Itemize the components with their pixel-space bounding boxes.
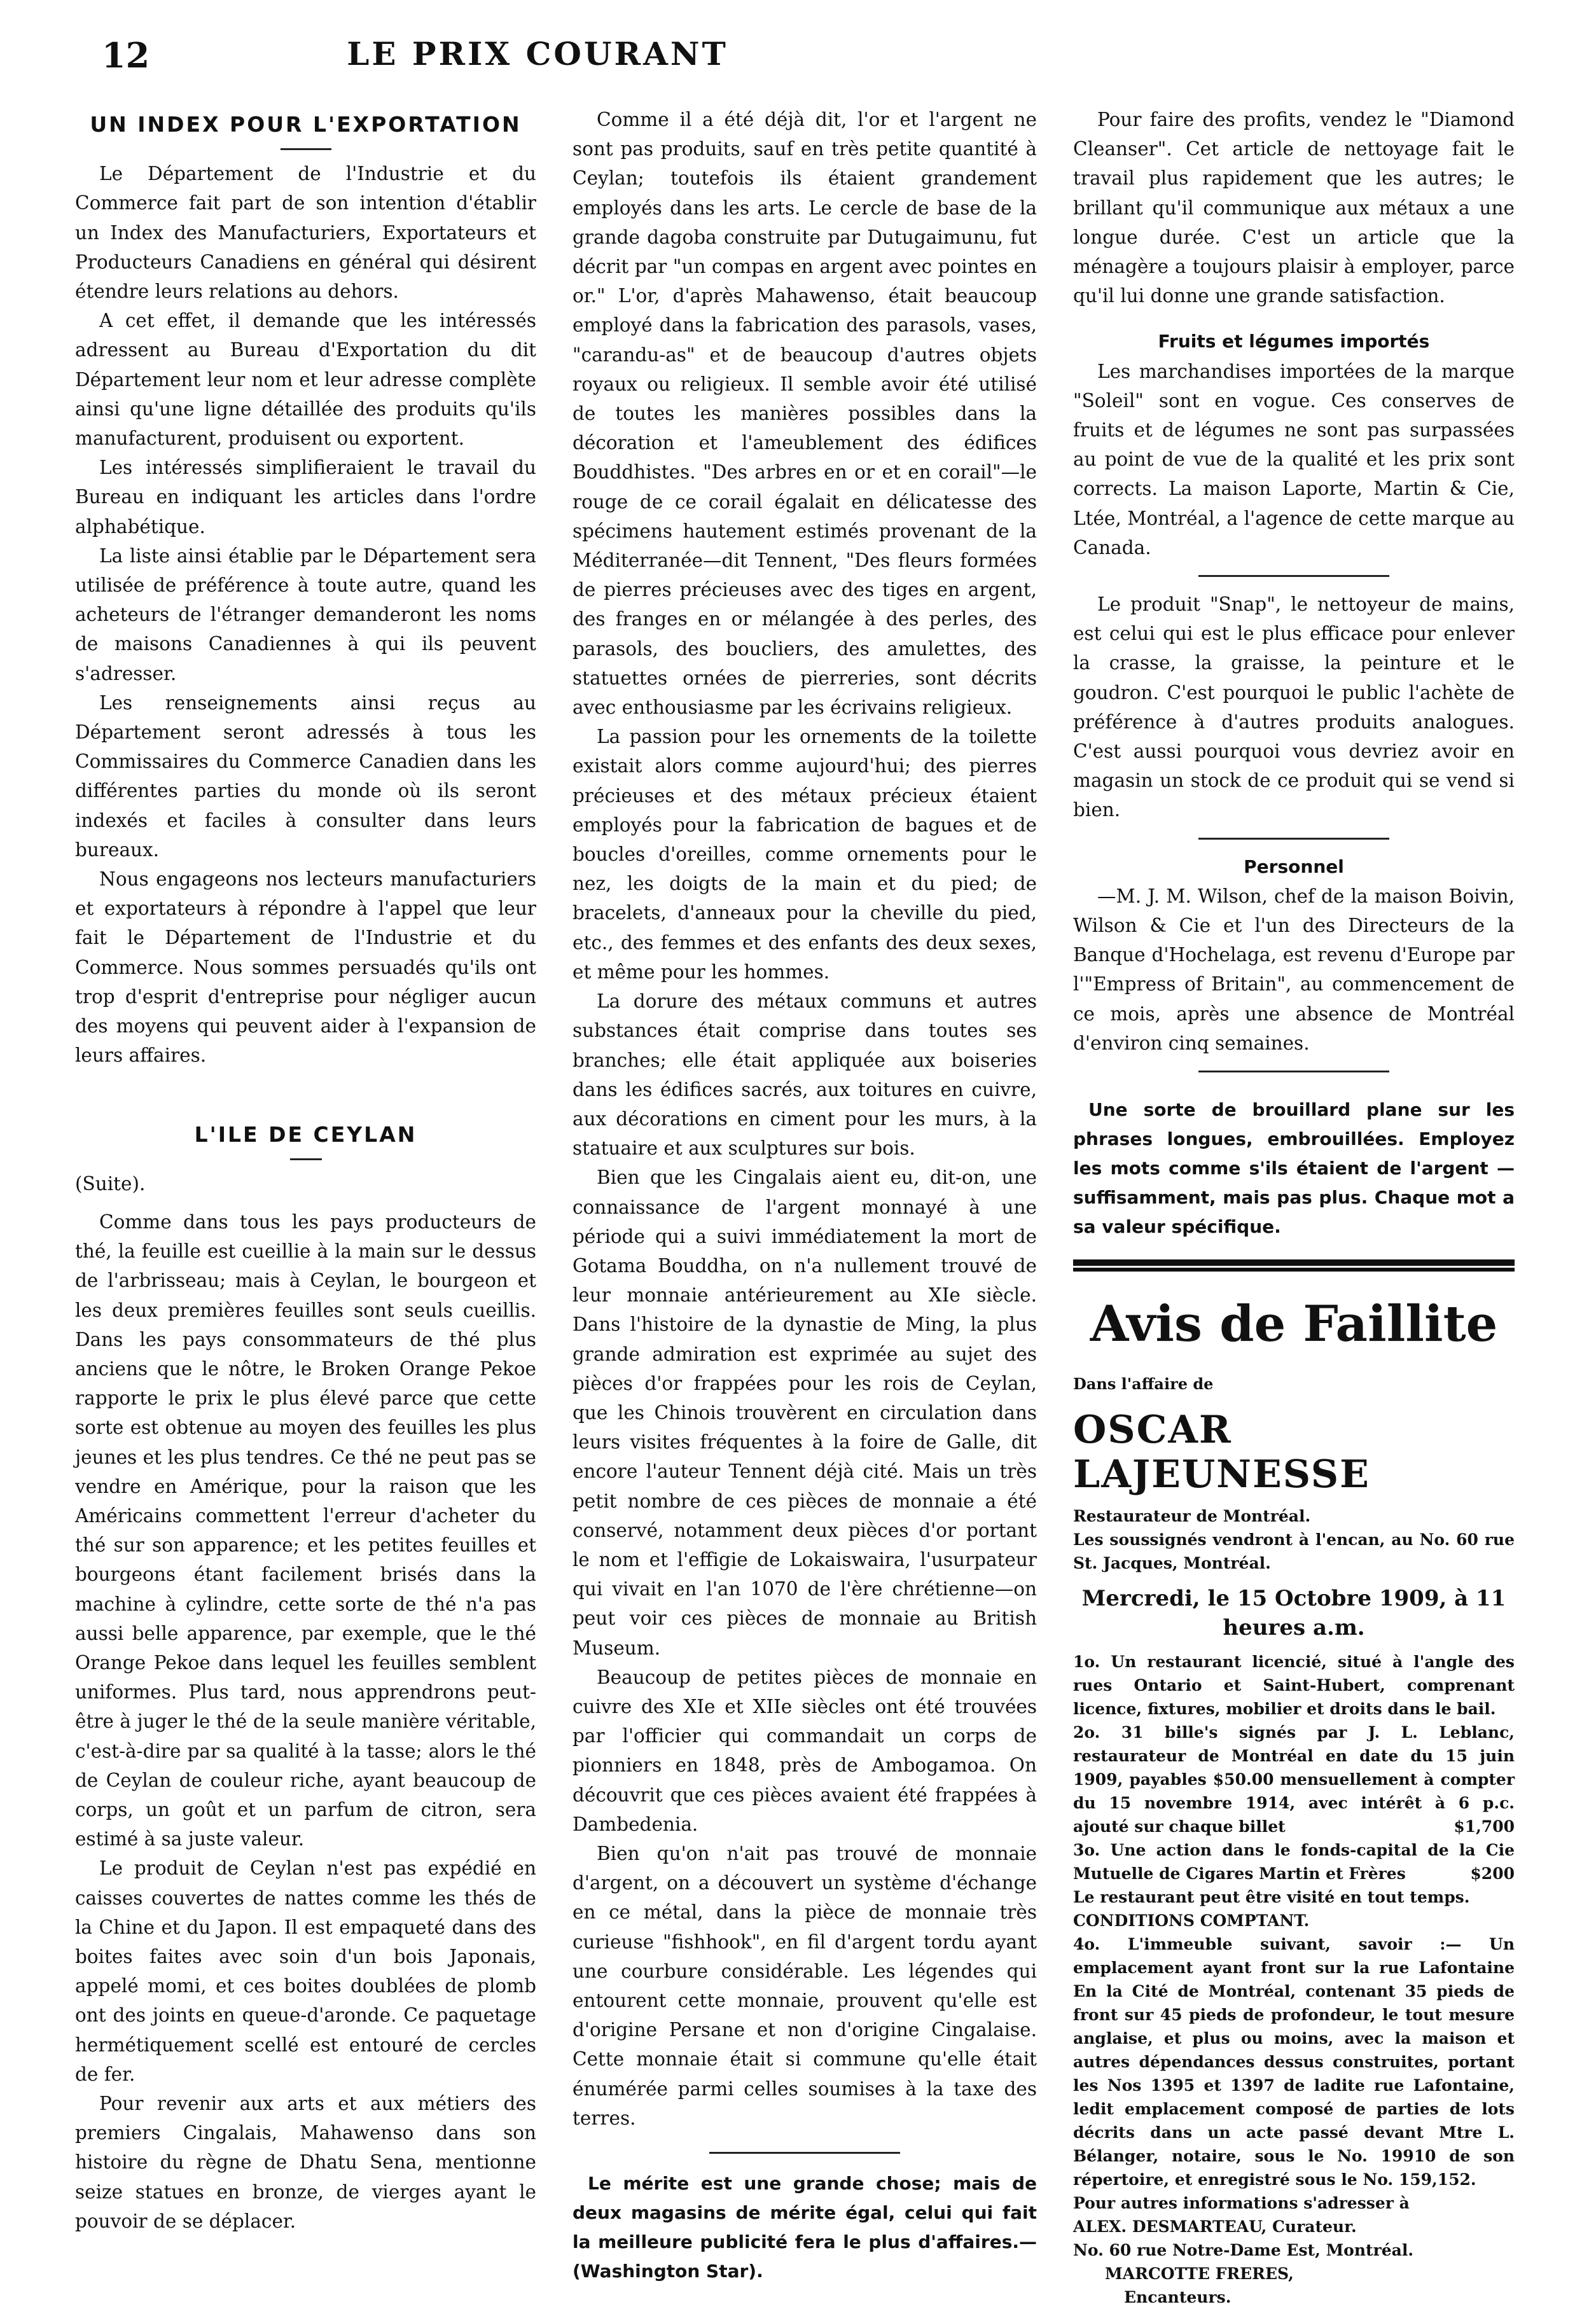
divider [1198, 575, 1389, 577]
avis-item: 4o. L'immeuble suivant, savoir :— Un emplacement ayant front sur la rue Lafontaine En la Cité de Montréal, contenant 35 pieds de front sur 45 pieds de profondeur, le tout mesure anglaise, et plus ou moins, avec la maison et autres dépendances dessus construites, portant les Nos 1395 et 1397 de ladite rue Lafontaine, ledit emplacement composé de parties de lots décrits dans un acte passé devant Mtre L. Bélanger, notaire, sous le No. 19910 de son répertoire, et enregistré sous le No. 159,152. [1073, 1935, 1515, 2189]
column-1 [75, 105, 536, 2236]
ceylan-paragraph: Bien qu'on n'ait pas trouvé de monnaie d'argent, on a découvert un système d'échange en ce métal, dans la pièce de monnaie très curieuse "fishhook", en fil d'argent tordu ayant une courbure considérable. Les légendes qui entourent cette monnaie, prouvent qu'elle est d'origine Persane et non d'origine Cingalaise. Cette monnaie était si commune qu'elle était énumérée parmi celles soumises à la taxe des terres. [572, 1842, 1037, 2129]
avis-amount: $1,700 [1454, 1817, 1515, 1836]
avis-item: Pour autres informations s'adresser à [1073, 2194, 1410, 2213]
avis-item-text: 3o. Une action dans le fonds-capital de la Cie Mutuelle de Cigares Martin et Frères [1073, 1841, 1515, 1883]
index-paragraph: Les intéressés simplifieraient le travail du Bureau en indiquant les articles dans l'ordre alphabétique. [75, 457, 536, 537]
index-paragraph: A cet effet, il demande que les intéressés adressent au Bureau d'Exportation du dit Département leur nom et leur adresse complète ainsi qu'une ligne détaillée des produits qu'ils manufacturent, produisent ou exportent. [75, 310, 536, 450]
avis-item: Le restaurant peut être visité en tout temps. [1073, 1888, 1470, 1907]
washington-quote-text: Le mérite est une grande chose; mais de deux magasins de mérite égal, celui qui fait la meilleure publicité fera le plus d'affaires.—(Washington Star). [572, 2173, 1037, 2282]
divider [290, 1158, 322, 1160]
avis-occupation: Restaurateur de Montréal. [1073, 1507, 1311, 1526]
brouillard-quote-text: Une sorte de brouillard plane sur les phrases longues, embrouillées. Employez les mots comme s'ils étaient de l'argent —suffisamment, mais pas plus. Chaque mot a sa valeur spécifique. [1073, 1099, 1515, 1238]
avis-amount: $200 [1470, 1864, 1515, 1883]
ceylan-paragraph: Le produit de Ceylan n'est pas expédié en caisses couvertes de nattes comme les thés de la Chine et du Japon. Il est empaqueté dans des boites faites avec soin d'un bois Japonais, appelé momi, et ces boites doublées de plomb ont des joints en queue-d'aronde. Ce paquetage hermétiquement scellé est entouré de cercles de fer. [75, 1857, 536, 2085]
avis-item: No. 60 rue Notre-Dame Est, Montréal. [1073, 2241, 1414, 2260]
ceylan-paragraph: La passion pour les ornements de la toilette existait alors comme aujourd'hui; des pierres précieuses et des métaux précieux étaient employés pour la fabrication de bagues et de boucles d'oreilles, comme ornements pour le nez, les doigts de la main et du pied; de bracelets, d'anneaux pour la cheville du pied, etc., des femmes et des enfants des deux sexes, et même pour les hommes. [572, 726, 1037, 983]
divider [709, 2152, 900, 2154]
avis-item: 1o. Un restaurant licencié, situé à l'angle des rues Ontario et Saint-Hubert, comprenant licence, fixtures, mobilier et droits dans le bail. [1073, 1653, 1515, 1719]
avis-name: OSCAR LAJEUNESSE [1073, 1408, 1370, 1497]
personnel-text: —M. J. M. Wilson, chef de la maison Boivin, Wilson & Cie et l'un des Directeurs de la Banque d'Hochelaga, est revenu d'Europe par l'"Empress of Britain", au commencement de ce mois, après une absence de Montréal d'environ cinq semaines. [1073, 885, 1515, 1054]
ceylan-subtitle: (Suite). [75, 1172, 146, 1195]
avis-date: Mercredi, le 15 Octobre 1909, à 11 heures a.m. [1081, 1586, 1506, 1641]
washington-quote [572, 2169, 1037, 2286]
diamond-cleanser-ad: Pour faire des profits, vendez le "Diamond Cleanser". Cet article de nettoyage fait le travail plus rapidement que les autres; le brillant qu'il communique aux métaux a une longue durée. C'est un article que la ménagère a toujours plaisir à employer, parce qu'il lui donne une grande satisfaction. [1073, 109, 1515, 307]
divider [1198, 1071, 1389, 1072]
avis-item [1073, 1838, 1515, 1885]
brouillard-quote [1073, 1095, 1515, 1242]
index-paragraph: Nous engageons nos lecteurs manufacturiers et exportateurs à répondre à l'appel que leur fait le Département de l'Industrie et du Commerce. Nous sommes persuadés qu'ils ont trop d'esprit d'entreprise pour négliger aucun des moyens qui peuvent aider à l'expansion de leurs affaires. [75, 868, 536, 1067]
avis-item: ALEX. DESMARTEAU, Curateur. [1073, 2217, 1357, 2236]
journal-title: LE PRIX COURANT [347, 35, 728, 73]
ceylan-paragraph: La dorure des métaux communs et autres substances était comprise dans toutes ses branches; elle était appliquée aux boiseries dans les édifices sacrés, aux toitures en cuivre, aux décorations en ciment pour les murs, à la statuaire et aux sculptures sur bois. [572, 990, 1037, 1160]
ceylan-paragraph: Comme dans tous les pays producteurs de thé, la feuille est cueillie à la main sur le dessus de l'arbrisseau; mais à Ceylan, le bourgeon et les deux premières feuilles sont seuls cueillis. Dans les pays consommateurs de thé plus anciens que le nôtre, le Broken Orange Pekoe rapporte le prix le plus élevé parce que cette sorte est obtenue au moyen des feuilles les plus jeunes et les plus tendres. Ce thé ne peut pas se vendre en Amérique, pour la raison que les Américains commettent l'erreur d'acheter du thé sur son apparence; et les petites feuilles et bourgeons étant facilement brisés dans la machine à cylindre, cette sorte de thé n'a pas aussi belle apparence, par exemple, que le thé Orange Pekoe dans lequel les feuilles semblent uniformes. Plus tard, nous apprendrons peut-être à juger le thé de la seule manière véritable, c'est-à-dire par sa qualité à la tasse; alors le thé de Ceylan de couleur riche, ayant beaucoup de corps, un goût et un parfum de citron, sera estimé à sa juste valeur. [75, 1210, 536, 1850]
index-paragraph: Le Département de l'Industrie et du Commerce fait part de son intention d'établir un Index des Manufacturiers, Exportateurs et Producteurs Canadiens en général qui désirent étendre leurs relations au dehors. [75, 163, 536, 303]
ceylan-article-title: L'ILE DE CEYLAN [194, 1121, 417, 1147]
ceylan-paragraph: Comme il a été déjà dit, l'or et l'argent ne sont pas produits, sauf en très petite quantité à Ceylan; toutefois ils étaient grandement employés dans les arts. Le cercle de base de la grande dagoba construite par Dutugaimunu, fut décrit par "un compas en argent avec pointes en or." L'or, d'après Mahawenso, était beaucoup employé dans la fabrication des parasols, vases, "carandu-as" et de beaucoup d'autres objets royaux ou religieux. Il semble avoir été utilisé de toutes les manières possibles dans la décoration et l'ameublement des édifices Bouddhistes. "Des arbres en or et en corail"—le rouge de ce corail égalait en délicatesse des spécimens hautement estimés provenant de la Méditerranée—dit Tennent, "Des fleurs formées de pierres précieuses avec des tiges en argent, des franges en or mélangée à des perles, des parasols, des boucliers, des amulettes, des statuettes ornées de pierreries, sont décrits avec enthousiasme par les écrivains religieux. [572, 109, 1037, 719]
index-paragraph: Les renseignements ainsi reçus au Département seront adressés à tous les Commissaires du Commerce Canadien dans les différentes parties du monde où ils seront indexés et faciles à consulter dans leurs bureaux. [75, 691, 536, 861]
avis-title: Avis de Faillite [1090, 1295, 1498, 1354]
avis-item: CONDITIONS COMPTANT. [1073, 1911, 1310, 1931]
avis-item: Encanteurs. [1124, 2288, 1232, 2307]
column-3 [1073, 105, 1515, 2309]
personnel-title: Personnel [1244, 856, 1344, 877]
fruits-paragraph: Les marchandises importées de la marque "Soleil" sont en vogue. Ces conserves de fruits et de légumes ne sont pas surpassées au point de vue de la qualité et les prix sont corrects. La maison Laporte, Martin & Cie, Ltée, Montréal, a l'agence de cette marque au Canada. [1073, 360, 1515, 558]
avis-affaire: Dans l'affaire de [1073, 1375, 1214, 1394]
ceylan-paragraph: Beaucoup de petites pièces de monnaie en cuivre des XIe et XIIe siècles ont été trouvées par l'officier qui commandait un corps de pionniers en 1848, près de Ambogamoa. On découvrit que ces pièces avaient été frappées à Dambedenia. [572, 1666, 1037, 1835]
heavy-divider [1073, 1259, 1515, 1268]
divider [281, 148, 331, 150]
divider [1198, 838, 1389, 840]
page-number: 12 [102, 35, 150, 76]
index-paragraph: La liste ainsi établie par le Département sera utilisée de préférence à toute autre, quand les acheteurs de l'étranger demanderont les noms de maisons Canadiennes à qui ils peuvent s'adresser. [75, 544, 536, 684]
column-2 [572, 105, 1037, 2286]
snap-paragraph: Le produit "Snap", le nettoyeur de mains, est celui qui est le plus efficace pour enlever la crasse, la graisse, la peinture et le goudron. C'est pourquoi le public l'achète de préférence à d'autres produits analogues. C'est aussi pourquoi vous devriez avoir en magasin un stock de ce produit qui se vend si bien. [1073, 593, 1515, 821]
avis-item [1073, 1721, 1515, 1838]
avis-intro: Les soussignés vendront à l'encan, au No. 60 rue St. Jacques, Montréal. [1073, 1530, 1515, 1573]
index-article-title: UN INDEX POUR L'EXPORTATION [90, 112, 522, 137]
fruits-title: Fruits et légumes importés [1158, 331, 1430, 352]
page-header [102, 35, 973, 80]
ceylan-paragraph: Pour revenir aux arts et aux métiers des premiers Cingalais, Mahawenso dans son histoire du règne de Dhatu Sena, mentionne seize statues en bronze, de vierges ayant le pouvoir de se déplacer. [75, 2093, 536, 2232]
ceylan-paragraph: Bien que les Cingalais aient eu, dit-on, une connaissance de l'argent monnayé à une période qui a suivi immédiatement la mort de Gotama Bouddha, on n'a nullement trouvé de leur monnaie antérieurement au XIe siècle. Dans l'histoire de la dynastie de Ming, la plus grande admiration est exprimée au sujet des pièces d'or frappées pour les rois de Ceylan, que les Chinois trouvèrent en circulation dans leurs visites fréquentes à la foire de Galle, dit encore l'auteur Tennent déjà cité. Mais un très petit nombre de ces pièces de monnaie a été conservé, notamment deux pièces d'or portant le nom et l'effigie de Lokaiswaira, l'usurpateur qui vivait en l'an 1070 de l'ère chrétienne—on peut voir ces pièces de monnaie au British Museum. [572, 1167, 1037, 1659]
avis-item: MARCOTTE FRERES, [1105, 2264, 1294, 2284]
avis-de-faillite [1073, 1296, 1515, 2309]
avis-item-text: 2o. 31 bille's signés par J. L. Leblanc, restaurateur de Montréal en date du 15 juin 1909, payables $50.00 mensuellement à compter du 15 novembre 1914, avec intérêt à 6 p.c. ajouté sur chaque billet [1073, 1723, 1515, 1836]
